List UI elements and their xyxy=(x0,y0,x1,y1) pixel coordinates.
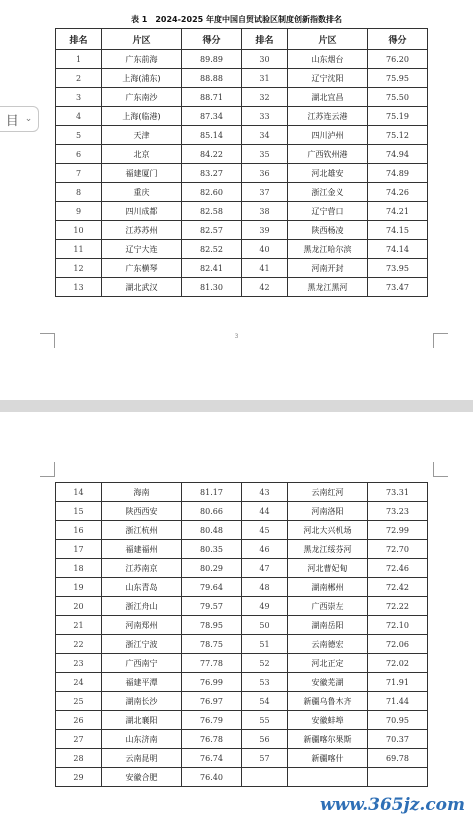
region-cell: 安徽合肥 xyxy=(102,768,182,787)
rank-cell: 48 xyxy=(242,578,288,597)
region-cell: 河南开封 xyxy=(288,259,368,278)
score-cell: 83.27 xyxy=(182,164,242,183)
score-cell: 74.89 xyxy=(368,164,428,183)
table-header-row xyxy=(56,29,428,50)
region-cell: 河南郑州 xyxy=(102,616,182,635)
region-cell: 天津 xyxy=(102,126,182,145)
score-cell: 76.74 xyxy=(182,749,242,768)
rank-cell: 44 xyxy=(242,502,288,521)
rank-cell: 14 xyxy=(56,483,102,502)
score-cell: 78.75 xyxy=(182,635,242,654)
score-cell: 74.26 xyxy=(368,183,428,202)
score-cell: 73.23 xyxy=(368,502,428,521)
header-score: 得分 xyxy=(368,29,428,50)
rank-cell: 21 xyxy=(56,616,102,635)
region-cell: 广东横琴 xyxy=(102,259,182,278)
region-cell: 江苏南京 xyxy=(102,559,182,578)
region-cell: 重庆 xyxy=(102,183,182,202)
score-cell: 77.78 xyxy=(182,654,242,673)
rank-cell: 49 xyxy=(242,597,288,616)
rank-cell: 43 xyxy=(242,483,288,502)
region-cell: 黑龙江黑河 xyxy=(288,278,368,297)
rank-cell: 35 xyxy=(242,145,288,164)
rank-cell: 27 xyxy=(56,730,102,749)
region-cell: 新疆乌鲁木齐 xyxy=(288,692,368,711)
score-cell: 78.95 xyxy=(182,616,242,635)
score-cell: 72.02 xyxy=(368,654,428,673)
score-cell: 82.52 xyxy=(182,240,242,259)
region-cell: 山东烟台 xyxy=(288,50,368,69)
region-cell: 河北曹妃甸 xyxy=(288,559,368,578)
score-cell: 80.66 xyxy=(182,502,242,521)
score-cell: 80.35 xyxy=(182,540,242,559)
score-cell: 75.19 xyxy=(368,107,428,126)
region-cell: 北京 xyxy=(102,145,182,164)
score-cell: 88.71 xyxy=(182,88,242,107)
score-cell: 89.89 xyxy=(182,50,242,69)
document-page-2 xyxy=(0,412,473,821)
rank-cell: 6 xyxy=(56,145,102,164)
region-cell: 河南洛阳 xyxy=(288,502,368,521)
region-cell: 山东济南 xyxy=(102,730,182,749)
table-row xyxy=(56,240,428,259)
region-cell: 湖南长沙 xyxy=(102,692,182,711)
table-row xyxy=(56,107,428,126)
region-cell: 安徽蚌埠 xyxy=(288,711,368,730)
table-row xyxy=(56,69,428,88)
score-cell: 79.57 xyxy=(182,597,242,616)
region-cell: 福建平潭 xyxy=(102,673,182,692)
table-row xyxy=(56,521,428,540)
rank-cell: 22 xyxy=(56,635,102,654)
score-cell: 74.94 xyxy=(368,145,428,164)
region-cell: 辽宁营口 xyxy=(288,202,368,221)
table-row xyxy=(56,483,428,502)
score-cell: 76.79 xyxy=(182,711,242,730)
region-cell: 湖北襄阳 xyxy=(102,711,182,730)
region-cell: 海南 xyxy=(102,483,182,502)
rank-cell: 55 xyxy=(242,711,288,730)
rank-cell: 47 xyxy=(242,559,288,578)
rank-cell: 56 xyxy=(242,730,288,749)
table-row xyxy=(56,711,428,730)
page-separator xyxy=(0,400,473,412)
rank-cell: 2 xyxy=(56,69,102,88)
table-row xyxy=(56,202,428,221)
layout-icon: 目 xyxy=(5,113,19,129)
rank-cell: 8 xyxy=(56,183,102,202)
rank-cell: 25 xyxy=(56,692,102,711)
region-cell: 辽宁大连 xyxy=(102,240,182,259)
score-cell: 72.10 xyxy=(368,616,428,635)
table-row xyxy=(56,616,428,635)
score-cell: 71.91 xyxy=(368,673,428,692)
region-cell: 山东青岛 xyxy=(102,578,182,597)
region-cell: 湖北宜昌 xyxy=(288,88,368,107)
score-cell: 75.12 xyxy=(368,126,428,145)
rank-cell: 46 xyxy=(242,540,288,559)
rank-cell: 33 xyxy=(242,107,288,126)
rank-cell: 51 xyxy=(242,635,288,654)
score-cell: 73.47 xyxy=(368,278,428,297)
region-cell: 江苏连云港 xyxy=(288,107,368,126)
region-cell: 上海(临港) xyxy=(102,107,182,126)
region-cell: 湖南郴州 xyxy=(288,578,368,597)
region-cell: 上海(浦东) xyxy=(102,69,182,88)
document-page-1 xyxy=(0,0,473,350)
rank-cell: 41 xyxy=(242,259,288,278)
region-cell: 新疆喀尔果斯 xyxy=(288,730,368,749)
score-cell: 82.58 xyxy=(182,202,242,221)
table-row xyxy=(56,221,428,240)
rank-cell: 57 xyxy=(242,749,288,768)
rank-cell: 28 xyxy=(56,749,102,768)
table-row xyxy=(56,88,428,107)
rank-cell: 15 xyxy=(56,502,102,521)
layout-toggle-button[interactable] xyxy=(0,106,39,132)
table-row xyxy=(56,692,428,711)
page-corner-mark xyxy=(40,462,55,477)
region-cell: 湖北武汉 xyxy=(102,278,182,297)
rank-cell: 11 xyxy=(56,240,102,259)
region-cell: 广西钦州港 xyxy=(288,145,368,164)
score-cell: 73.95 xyxy=(368,259,428,278)
score-cell: 82.57 xyxy=(182,221,242,240)
table-row xyxy=(56,597,428,616)
chevron-down-icon: ⌄ xyxy=(24,114,33,124)
rank-cell: 53 xyxy=(242,673,288,692)
table-row xyxy=(56,635,428,654)
score-cell: 85.14 xyxy=(182,126,242,145)
ranking-table-part-1 xyxy=(55,28,428,297)
region-cell: 河北大兴机场 xyxy=(288,521,368,540)
score-cell: 72.99 xyxy=(368,521,428,540)
region-cell xyxy=(288,768,368,787)
rank-cell: 20 xyxy=(56,597,102,616)
rank-cell: 50 xyxy=(242,616,288,635)
table-row xyxy=(56,673,428,692)
score-cell: 76.99 xyxy=(182,673,242,692)
rank-cell: 4 xyxy=(56,107,102,126)
rank-cell: 45 xyxy=(242,521,288,540)
score-cell: 70.95 xyxy=(368,711,428,730)
region-cell: 新疆喀什 xyxy=(288,749,368,768)
score-cell: 72.70 xyxy=(368,540,428,559)
table-row xyxy=(56,183,428,202)
score-cell: 84.22 xyxy=(182,145,242,164)
rank-cell: 10 xyxy=(56,221,102,240)
rank-cell: 31 xyxy=(242,69,288,88)
region-cell: 陕西西安 xyxy=(102,502,182,521)
rank-cell: 18 xyxy=(56,559,102,578)
rank-cell: 7 xyxy=(56,164,102,183)
rank-cell: 19 xyxy=(56,578,102,597)
score-cell: 74.21 xyxy=(368,202,428,221)
rank-cell: 37 xyxy=(242,183,288,202)
score-cell: 73.31 xyxy=(368,483,428,502)
score-cell: 76.40 xyxy=(182,768,242,787)
header-region: 片区 xyxy=(288,29,368,50)
region-cell: 黑龙江绥芬河 xyxy=(288,540,368,559)
region-cell: 广西南宁 xyxy=(102,654,182,673)
rank-cell: 17 xyxy=(56,540,102,559)
rank-cell xyxy=(242,768,288,787)
score-cell: 75.95 xyxy=(368,69,428,88)
rank-cell: 5 xyxy=(56,126,102,145)
rank-cell: 39 xyxy=(242,221,288,240)
rank-cell: 42 xyxy=(242,278,288,297)
rank-cell: 9 xyxy=(56,202,102,221)
region-cell: 浙江宁波 xyxy=(102,635,182,654)
header-rank: 排名 xyxy=(242,29,288,50)
rank-cell: 38 xyxy=(242,202,288,221)
region-cell: 浙江杭州 xyxy=(102,521,182,540)
score-cell: 76.20 xyxy=(368,50,428,69)
score-cell: 72.22 xyxy=(368,597,428,616)
table-row xyxy=(56,259,428,278)
rank-cell: 52 xyxy=(242,654,288,673)
rank-cell: 3 xyxy=(56,88,102,107)
region-cell: 云南红河 xyxy=(288,483,368,502)
region-cell: 浙江舟山 xyxy=(102,597,182,616)
table-row xyxy=(56,164,428,183)
region-cell: 河北正定 xyxy=(288,654,368,673)
table-row xyxy=(56,540,428,559)
rank-cell: 12 xyxy=(56,259,102,278)
score-cell: 82.60 xyxy=(182,183,242,202)
page-number: 3 xyxy=(234,333,239,340)
table-row xyxy=(56,502,428,521)
region-cell: 河北雄安 xyxy=(288,164,368,183)
rank-cell: 34 xyxy=(242,126,288,145)
score-cell: 82.41 xyxy=(182,259,242,278)
table-row xyxy=(56,749,428,768)
rank-cell: 32 xyxy=(242,88,288,107)
site-watermark: www.365jz.com xyxy=(320,795,465,815)
page-corner-mark xyxy=(433,462,448,477)
region-cell: 浙江金义 xyxy=(288,183,368,202)
rank-cell: 16 xyxy=(56,521,102,540)
table-row xyxy=(56,578,428,597)
table-row xyxy=(56,730,428,749)
score-cell: 70.37 xyxy=(368,730,428,749)
table-row xyxy=(56,50,428,69)
rank-cell: 23 xyxy=(56,654,102,673)
score-cell: 75.50 xyxy=(368,88,428,107)
table-row xyxy=(56,559,428,578)
region-cell: 安徽芜湖 xyxy=(288,673,368,692)
header-score: 得分 xyxy=(182,29,242,50)
table-row xyxy=(56,126,428,145)
rank-cell: 36 xyxy=(242,164,288,183)
score-cell xyxy=(368,768,428,787)
region-cell: 陕西杨凌 xyxy=(288,221,368,240)
rank-cell: 30 xyxy=(242,50,288,69)
score-cell: 87.34 xyxy=(182,107,242,126)
region-cell: 云南德宏 xyxy=(288,635,368,654)
rank-cell: 1 xyxy=(56,50,102,69)
header-region: 片区 xyxy=(102,29,182,50)
score-cell: 80.29 xyxy=(182,559,242,578)
region-cell: 四川成都 xyxy=(102,202,182,221)
region-cell: 四川泸州 xyxy=(288,126,368,145)
score-cell: 71.44 xyxy=(368,692,428,711)
score-cell: 76.97 xyxy=(182,692,242,711)
score-cell: 88.88 xyxy=(182,69,242,88)
rank-cell: 13 xyxy=(56,278,102,297)
score-cell: 80.48 xyxy=(182,521,242,540)
rank-cell: 54 xyxy=(242,692,288,711)
score-cell: 81.30 xyxy=(182,278,242,297)
score-cell: 79.64 xyxy=(182,578,242,597)
score-cell: 76.78 xyxy=(182,730,242,749)
score-cell: 69.78 xyxy=(368,749,428,768)
region-cell: 广东前海 xyxy=(102,50,182,69)
region-cell: 福建福州 xyxy=(102,540,182,559)
score-cell: 72.06 xyxy=(368,635,428,654)
ranking-table-part-2 xyxy=(55,482,428,787)
region-cell: 辽宁沈阳 xyxy=(288,69,368,88)
rank-cell: 29 xyxy=(56,768,102,787)
header-rank: 排名 xyxy=(56,29,102,50)
region-cell: 湖南岳阳 xyxy=(288,616,368,635)
rank-cell: 40 xyxy=(242,240,288,259)
score-cell: 74.15 xyxy=(368,221,428,240)
rank-cell: 24 xyxy=(56,673,102,692)
score-cell: 72.42 xyxy=(368,578,428,597)
table-row xyxy=(56,654,428,673)
region-cell: 广东南沙 xyxy=(102,88,182,107)
table-row xyxy=(56,145,428,164)
score-cell: 74.14 xyxy=(368,240,428,259)
table-row xyxy=(56,768,428,787)
region-cell: 江苏苏州 xyxy=(102,221,182,240)
table-title: 表 1 2024-2025 年度中国自贸试验区制度创新指数排名 xyxy=(131,15,342,24)
score-cell: 81.17 xyxy=(182,483,242,502)
score-cell: 72.46 xyxy=(368,559,428,578)
rank-cell: 26 xyxy=(56,711,102,730)
region-cell: 福建厦门 xyxy=(102,164,182,183)
region-cell: 云南昆明 xyxy=(102,749,182,768)
region-cell: 黑龙江哈尔滨 xyxy=(288,240,368,259)
table-row xyxy=(56,278,428,297)
region-cell: 广西崇左 xyxy=(288,597,368,616)
